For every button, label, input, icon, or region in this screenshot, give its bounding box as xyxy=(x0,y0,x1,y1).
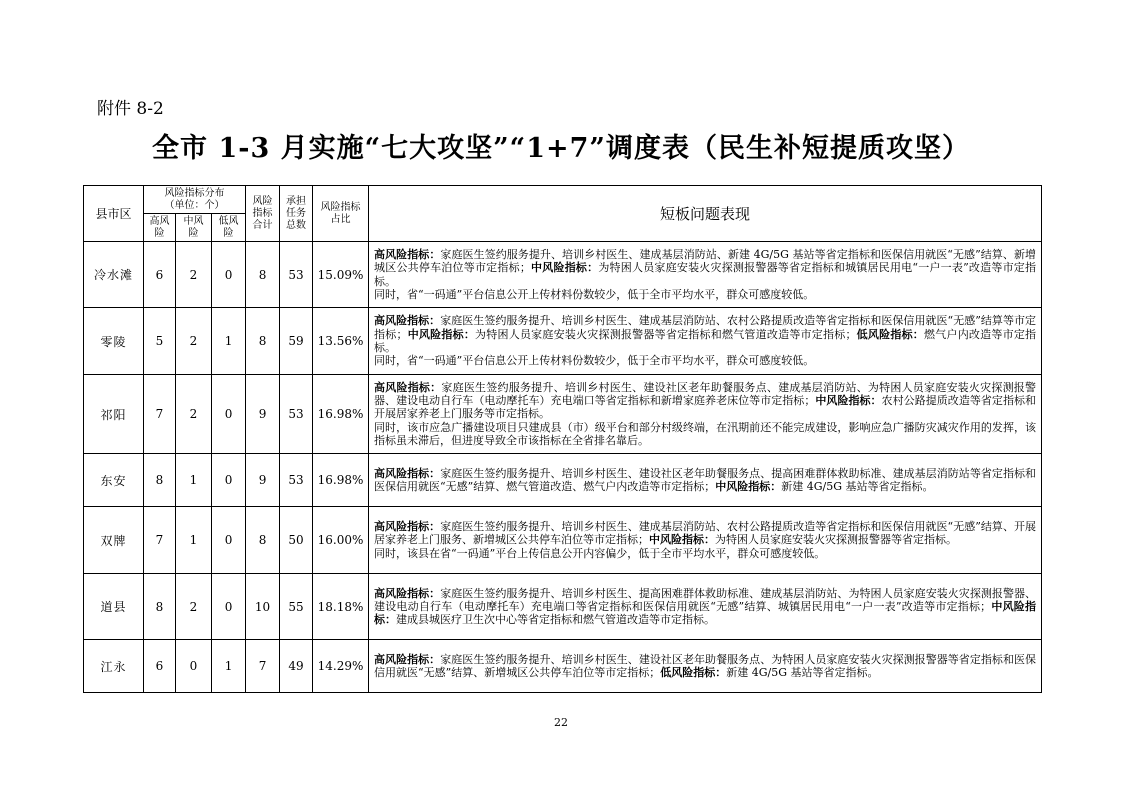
low-risk-cell: 1 xyxy=(212,308,246,375)
risk-text: 家庭医生签约服务提升、培训乡村医生、建设社区老年助餐服务点、为特困人员家庭安装火灾探测报警器等省定指标和医保信用就医“无感”结算、新增城区公共停车泊位等市定指标； xyxy=(374,652,1037,679)
table-row xyxy=(84,640,1042,693)
risk-total-cell: 8 xyxy=(246,308,280,375)
low-risk-cell: 0 xyxy=(212,375,246,454)
risk-text: 建成县城医疗卫生次中心等省定指标和燃气管道改造等市定指标。 xyxy=(396,613,716,627)
low-risk-cell: 0 xyxy=(212,574,246,640)
risk-label: 中风险指标： xyxy=(407,327,476,341)
high-risk-cell: 8 xyxy=(144,574,176,640)
county-cell: 道县 xyxy=(84,574,144,640)
tasks-cell: 50 xyxy=(280,507,313,574)
low-risk-cell: 0 xyxy=(212,454,246,507)
high-risk-cell: 5 xyxy=(144,308,176,375)
risk-text: 家庭医生签约服务提升、培训乡村医生、建成基层消防站、农村公路提质改造等省定指标和医保信用就医“无感”结算等市定指标； xyxy=(374,314,1037,341)
issues-paragraph xyxy=(374,248,1036,288)
issues-paragraph xyxy=(374,587,1036,627)
tasks-cell: 53 xyxy=(280,242,313,308)
risk-total-cell: 9 xyxy=(246,375,280,454)
issues-cell xyxy=(369,507,1042,574)
header-risk-dist-unit: （单位：个） xyxy=(164,199,225,211)
issues-cell xyxy=(369,454,1042,507)
risk-text: 为特困人员家庭安装火灾探测报警器等省定指标和城镇居民用电“一户一表”改造等市定指标。 xyxy=(374,261,1037,288)
risk-label: 高风险指标： xyxy=(374,652,441,666)
risk-ratio-cell: 16.98% xyxy=(313,375,369,454)
table-row xyxy=(84,507,1042,574)
schedule-table xyxy=(83,185,1042,693)
risk-text: 新建 4G/5G 基站等省定指标。 xyxy=(781,480,934,493)
header-mid-risk: 中风险 xyxy=(176,214,212,242)
risk-text: 家庭医生签约服务提升、培训乡村医生、建成基层消防站、农村公路提质改造等省定指标和医保信用就医“无感”结算、开展居家养老上门服务、新增城区公共停车泊位等市定指标； xyxy=(374,520,1037,547)
issues-paragraph xyxy=(374,520,1036,547)
risk-ratio-cell: 15.09% xyxy=(313,242,369,308)
header-low-risk: 低风险 xyxy=(212,214,246,242)
risk-label: 中风险指标： xyxy=(715,480,782,493)
issues-cell xyxy=(369,308,1042,375)
risk-ratio-cell: 13.56% xyxy=(313,308,369,375)
risk-label: 高风险指标： xyxy=(374,520,441,534)
attachment-label: 附件 8-2 xyxy=(97,99,164,119)
risk-label: 中风险指标： xyxy=(530,261,599,275)
risk-total-cell: 8 xyxy=(246,507,280,574)
header-risk-total: 风险指标合计 xyxy=(246,186,280,242)
mid-risk-cell: 2 xyxy=(176,574,212,640)
tasks-cell: 53 xyxy=(280,375,313,454)
header-issues: 短板问题表现 xyxy=(369,186,1042,242)
risk-total-cell: 9 xyxy=(246,454,280,507)
risk-label: 中风险指标： xyxy=(649,533,716,547)
tasks-cell: 55 xyxy=(280,574,313,640)
issues-paragraph xyxy=(374,381,1036,421)
issues-paragraph xyxy=(374,467,1036,494)
risk-text: 家庭医生签约服务提升、培训乡村医生、建设社区老年助餐服务点、建成基层消防站、为特困人员家庭安装火灾探测报警器、建设电动自行车（电动摩托车）充电端口等省定指标和新增家庭养老床位等市定指标； xyxy=(374,380,1037,408)
county-cell: 东安 xyxy=(84,454,144,507)
risk-ratio-cell: 18.18% xyxy=(313,574,369,640)
header-tasks: 承担任务总数 xyxy=(280,186,313,242)
risk-label: 高风险指标： xyxy=(374,586,441,600)
risk-ratio-cell: 14.29% xyxy=(313,640,369,693)
mid-risk-cell: 2 xyxy=(176,308,212,375)
tasks-cell: 53 xyxy=(280,454,313,507)
risk-label: 高风险指标： xyxy=(374,380,442,394)
risk-label: 低风险指标： xyxy=(856,327,925,341)
county-cell: 江永 xyxy=(84,640,144,693)
tasks-cell: 49 xyxy=(280,640,313,693)
county-cell: 零陵 xyxy=(84,308,144,375)
risk-ratio-cell: 16.98% xyxy=(313,454,369,507)
county-cell: 冷水滩 xyxy=(84,242,144,308)
header-risk-ratio: 风险指标占比 xyxy=(313,186,369,242)
risk-text: 家庭医生签约服务提升、培训乡村医生、建设社区老年助餐服务点、提高困难群体救助标准、建成基层消防站等省定指标和医保信用就医“无感”结算、燃气管道改造、燃气户内改造等市定指标； xyxy=(374,466,1037,493)
header-risk-dist-title: 风险指标分布 xyxy=(164,187,225,199)
risk-label: 低风险指标： xyxy=(660,666,727,679)
issues-note: 同时，省“一码通”平台信息公开上传材料份数较少，低于全市平均水平，群众可感度较低。 xyxy=(374,287,815,301)
risk-label: 中风险指标： xyxy=(374,599,1037,627)
table-row xyxy=(84,574,1042,640)
risk-text: 家庭医生签约服务提升、培训乡村医生、提高困难群体救助标准、建成基层消防站、为特困人员家庭安装火灾探测报警器、建设电动自行车（电动摩托车）充电端口等省定指标和医保信用就医“无感”结算、城镇居民用电“一户一表”改造等市定指标； xyxy=(374,586,1037,613)
county-cell: 双牌 xyxy=(84,507,144,574)
risk-label: 高风险指标： xyxy=(374,247,441,261)
low-risk-cell: 1 xyxy=(212,640,246,693)
mid-risk-cell: 0 xyxy=(176,640,212,693)
table-body xyxy=(84,242,1042,693)
risk-label: 中风险指标： xyxy=(815,394,882,408)
issues-note: 同时，该县在省“一码通”平台上传信息公开内容偏少，低于全市平均水平，群众可感度较低。 xyxy=(374,546,826,560)
high-risk-cell: 7 xyxy=(144,507,176,574)
risk-total-cell: 7 xyxy=(246,640,280,693)
table-row xyxy=(84,454,1042,507)
page-title: 全市 1-3 月实施“七大攻坚”“1+7”调度表（民生补短提质攻坚） xyxy=(152,133,970,164)
low-risk-cell: 0 xyxy=(212,242,246,308)
issues-note: 同时，该市应急广播建设项目只建成县（市）级平台和部分村级终端，在汛期前还不能完成建设，影响应急广播防灾减灾作用的发挥，该指标虽未滞后，但进度导致全市该指标在全省排名靠后。 xyxy=(374,420,1037,447)
issues-paragraph xyxy=(374,314,1036,354)
mid-risk-cell: 2 xyxy=(176,375,212,454)
risk-label: 高风险指标： xyxy=(374,314,441,328)
issues-cell xyxy=(369,242,1042,308)
issues-cell xyxy=(369,375,1042,454)
risk-text: 农村公路提质改造等省定指标和开展居家养老上门服务等市定指标。 xyxy=(374,394,1037,421)
issues-note: 同时，省“一码通”平台信息公开上传材料份数较少，低于全市平均水平，群众可感度较低。 xyxy=(374,354,815,368)
risk-text: 新建 4G/5G 基站等省定指标。 xyxy=(726,666,879,679)
issues-paragraph xyxy=(374,653,1036,680)
mid-risk-cell: 2 xyxy=(176,242,212,308)
risk-text: 为特困人员家庭安装火灾探测报警器等省定指标和燃气管道改造等市定指标； xyxy=(475,327,857,341)
risk-total-cell: 8 xyxy=(246,242,280,308)
risk-ratio-cell: 16.00% xyxy=(313,507,369,574)
issues-cell xyxy=(369,574,1042,640)
risk-text: 燃气户内改造等市定指标。 xyxy=(374,327,1037,354)
risk-text: 家庭医生签约服务提升、培训乡村医生、建成基层消防站、新建 4G/5G 基站等省定指标和医保信用就医“无感”结算、新增城区公共停车泊位等市定指标； xyxy=(374,247,1037,275)
table-row xyxy=(84,375,1042,454)
mid-risk-cell: 1 xyxy=(176,454,212,507)
issues-cell xyxy=(369,640,1042,693)
high-risk-cell: 6 xyxy=(144,640,176,693)
header-risk-distribution xyxy=(144,186,246,214)
high-risk-cell: 8 xyxy=(144,454,176,507)
high-risk-cell: 7 xyxy=(144,375,176,454)
mid-risk-cell: 1 xyxy=(176,507,212,574)
table-row xyxy=(84,242,1042,308)
header-county: 县市区 xyxy=(84,186,144,242)
risk-text: 为特困人员家庭安装火灾探测报警器等省定指标。 xyxy=(715,533,958,547)
low-risk-cell: 0 xyxy=(212,507,246,574)
table-row xyxy=(84,308,1042,375)
county-cell: 祁阳 xyxy=(84,375,144,454)
tasks-cell: 59 xyxy=(280,308,313,375)
page-number: 22 xyxy=(554,716,568,729)
risk-label: 高风险指标： xyxy=(374,466,441,480)
risk-total-cell: 10 xyxy=(246,574,280,640)
high-risk-cell: 6 xyxy=(144,242,176,308)
header-high-risk: 高风险 xyxy=(144,214,176,242)
